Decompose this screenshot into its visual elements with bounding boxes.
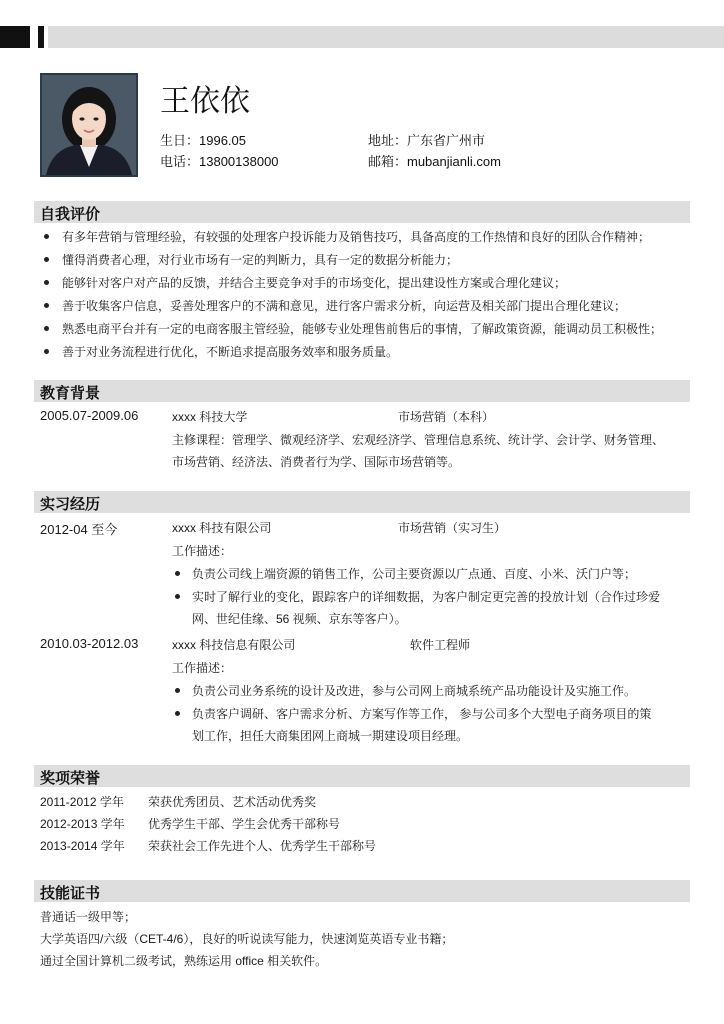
skill-item: 普通话一级甲等；: [40, 910, 137, 924]
job-bullet: 实时了解行业的变化，跟踪客户的详细数据，为客户制定更完善的投放计划（合作过珍爱: [192, 590, 661, 604]
job-bullet: 负责客户调研、客户需求分析、方案写作等工作， 参与公司多个大型电子商务项目的策: [192, 707, 652, 721]
award-year: 2012-2013 学年: [40, 817, 125, 831]
section-title: 教育背景: [40, 385, 101, 402]
top-bar-black-block: [0, 26, 30, 48]
school-name: xxxx 科技大学: [172, 410, 248, 424]
bullet-icon: [44, 303, 49, 308]
section-header-internship: [34, 491, 690, 513]
section-title: 自我评价: [40, 206, 101, 223]
self-eval-item: 善于对业务流程进行优化，不断追求提高服务效率和服务质量。: [62, 345, 399, 359]
person-portrait-icon: [42, 75, 136, 175]
award-text: 优秀学生干部、学生会优秀干部称号: [148, 817, 341, 831]
job-bullet-continued: 网、世纪佳缘、56 视频、京东等客户）。: [192, 612, 407, 626]
address: 地址：广东省广州市: [368, 133, 486, 148]
birth-date: 生日：1996.05: [160, 133, 246, 148]
skill-item: 通过全国计算机二级考试，熟练运用 office 相关软件。: [40, 954, 328, 968]
section-header-skills: [34, 880, 690, 902]
job-date: 2010.03-2012.03: [40, 636, 139, 651]
self-eval-item: 善于收集客户信息，妥善处理客户的不满和意见，进行客户需求分析，向运营及相关部门提出合理化建议；: [62, 299, 627, 313]
job-bullet: 负责公司线上端资源的销售工作，公司主要资源以广点通、百度、小米、沃门户等；: [192, 567, 637, 581]
work-description-label: 工作描述：: [172, 661, 233, 675]
education-date: 2005.07-2009.06: [40, 408, 139, 423]
major: 市场营销（本科）: [398, 410, 495, 424]
award-text: 荣获社会工作先进个人、优秀学生干部称号: [148, 839, 377, 853]
section-title: 奖项荣誉: [40, 770, 101, 787]
phone-number: 电话：13800138000: [160, 154, 279, 169]
self-eval-item: 有多年营销与管理经验，有较强的处理客户投诉能力及销售技巧，具备高度的工作热情和良好的团队合作精神；: [62, 230, 651, 244]
section-title: 技能证书: [40, 885, 101, 902]
job-date: 2012-04 至今: [40, 522, 118, 537]
bullet-icon: [175, 688, 180, 693]
top-bar-thin-block: [38, 26, 44, 48]
job-role: 市场营销（实习生）: [398, 521, 507, 535]
section-header-self-eval: [34, 201, 690, 223]
job-role: 软件工程师: [410, 638, 471, 652]
candidate-name: 王依依: [160, 85, 250, 118]
bullet-icon: [44, 326, 49, 331]
self-eval-item: 懂得消费者心理，对行业市场有一定的判断力，具有一定的数据分析能力；: [62, 253, 459, 267]
top-decoration-bar: [0, 26, 724, 48]
work-description-label: 工作描述：: [172, 544, 233, 558]
top-bar-gray-strip: [48, 26, 724, 48]
bullet-icon: [175, 711, 180, 716]
courses-line-2: 市场营销、经济法、消费者行为学、国际市场营销等。: [172, 455, 461, 469]
profile-photo: [40, 73, 138, 177]
section-header-education: [34, 380, 690, 402]
bullet-icon: [44, 234, 49, 239]
self-eval-item: 能够针对客户对产品的反馈，并结合主要竞争对手的市场变化，提出建设性方案或合理化建议；: [62, 276, 567, 290]
bullet-icon: [175, 594, 180, 599]
skill-item: 大学英语四/六级（CET-4/6），良好的听说读写能力，快速浏览英语专业书籍；: [40, 932, 454, 946]
bullet-icon: [44, 280, 49, 285]
email: 邮箱：mubanjianli.com: [368, 154, 501, 169]
bullet-icon: [44, 349, 49, 354]
section-header-awards: [34, 765, 690, 787]
award-text: 荣获优秀团员、艺术活动优秀奖: [148, 795, 317, 809]
bullet-icon: [175, 571, 180, 576]
company-name: xxxx 科技信息有限公司: [172, 638, 296, 652]
company-name: xxxx 科技有限公司: [172, 521, 272, 535]
bullet-icon: [44, 257, 49, 262]
job-bullet-continued: 划工作，担任大商集团网上商城一期建设项目经理。: [192, 729, 469, 743]
section-title: 实习经历: [40, 496, 101, 513]
self-eval-item: 熟悉电商平台并有一定的电商客服主管经验，能够专业处理售前售后的事情，了解政策资源，能调动员工积极性；: [62, 322, 663, 336]
award-year: 2013-2014 学年: [40, 839, 125, 853]
award-year: 2011-2012 学年: [40, 795, 124, 809]
job-bullet: 负责公司业务系统的设计及改进，参与公司网上商城系统产品功能设计及实施工作。: [192, 684, 637, 698]
courses-line-1: 主修课程：管理学、微观经济学、宏观经济学、管理信息系统、统计学、会计学、财务管理、: [172, 433, 665, 447]
